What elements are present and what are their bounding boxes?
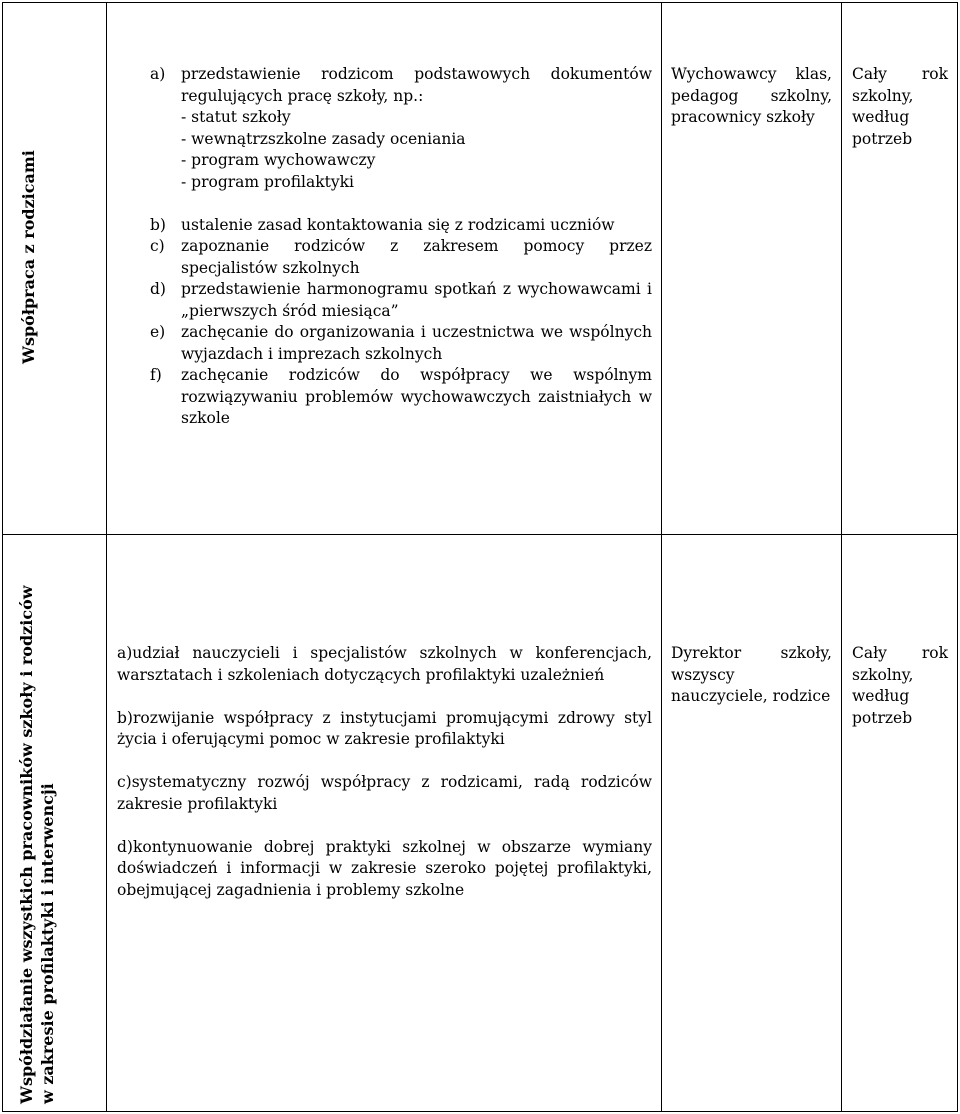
item-text: przedstawienie rodzicom podstawowych dokumentów regulujących pracę szkoły, np.:	[181, 65, 652, 105]
row1-term: Cały rok szkolny, według potrzeb	[852, 65, 948, 148]
list-item	[150, 215, 652, 237]
item-text: przedstawienie harmonogramu spotkań z wychowawcami i „pierwszych śród miesiąca”	[181, 280, 652, 320]
row2-heading: Współdziałanie wszystkich pracowników szkoły i rodziców w zakresie profilaktyki i interwencji	[17, 585, 57, 1104]
item-label: b)	[150, 215, 166, 234]
paragraph: d)kontynuowanie dobrej praktyki szkolnej w obszarze wymiany doświadczeń i informacji w zakresie szeroko pojętej profilaktyki, obejmującej zagadnienia i problemy szkolne	[117, 837, 652, 899]
item-label: f)	[150, 366, 162, 384]
row1-activities	[150, 64, 652, 430]
item-label: e)	[150, 323, 166, 341]
sub-item: - program wychowawczy	[181, 151, 376, 169]
row2-activities	[117, 643, 652, 901]
column-divider	[661, 2, 662, 1112]
paragraph: a)udział nauczycieli i specjalistów szkolnych w konferencjach, warsztatach i szkoleniach dotyczących profilaktyki uzależnień	[117, 644, 652, 684]
table-border-right	[957, 2, 958, 1112]
row2-responsible: Dyrektor szkoły, wszyscy nauczyciele, rodzice	[671, 644, 832, 705]
sub-item: - statut szkoły	[181, 108, 291, 126]
row-divider	[2, 534, 958, 535]
list-item	[150, 365, 652, 430]
item-label: d)	[150, 280, 166, 298]
item-text: zapoznanie rodziców z zakresem pomocy przez specjalistów szkolnych	[181, 237, 652, 277]
item-text: zachęcanie rodziców do współpracy we wspólnym rozwiązywaniu problemów wychowawczych zaistniałych w szkole	[181, 366, 652, 427]
column-divider	[841, 2, 842, 1112]
paragraph: c)systematyczny rozwój współpracy z rodzicami, radą rodziców zakresie profilaktyki	[117, 773, 652, 813]
row1-responsible: Wychowawcy klas, pedagog szkolny, pracownicy szkoły	[671, 65, 832, 126]
list-item	[150, 279, 652, 322]
sub-item: - program profilaktyki	[181, 172, 354, 191]
column-divider	[106, 2, 107, 1112]
list-item	[150, 236, 652, 279]
table-border-left	[2, 2, 3, 1112]
table-border-bottom	[2, 1111, 958, 1112]
list-item	[150, 322, 652, 365]
list-item	[150, 64, 652, 193]
paragraph: b)rozwijanie współpracy z instytucjami promującymi zdrowy styl życia i oferującymi pomoc w zakresie profilaktyki	[117, 708, 652, 748]
item-text: ustalenie zasad kontaktowania się z rodzicami uczniów	[181, 215, 615, 234]
table-border-top	[2, 2, 958, 3]
item-label: a)	[150, 65, 166, 83]
sub-item: - wewnątrzszkolne zasady oceniania	[181, 129, 466, 148]
item-text: zachęcanie do organizowania i uczestnictwa we wspólnych wyjazdach i imprezach szkolnych	[181, 323, 652, 363]
item-label: c)	[150, 237, 165, 255]
row2-term: Cały rok szkolny, według potrzeb	[852, 644, 948, 727]
row1-heading: Współpraca z rodzicami	[19, 150, 38, 364]
